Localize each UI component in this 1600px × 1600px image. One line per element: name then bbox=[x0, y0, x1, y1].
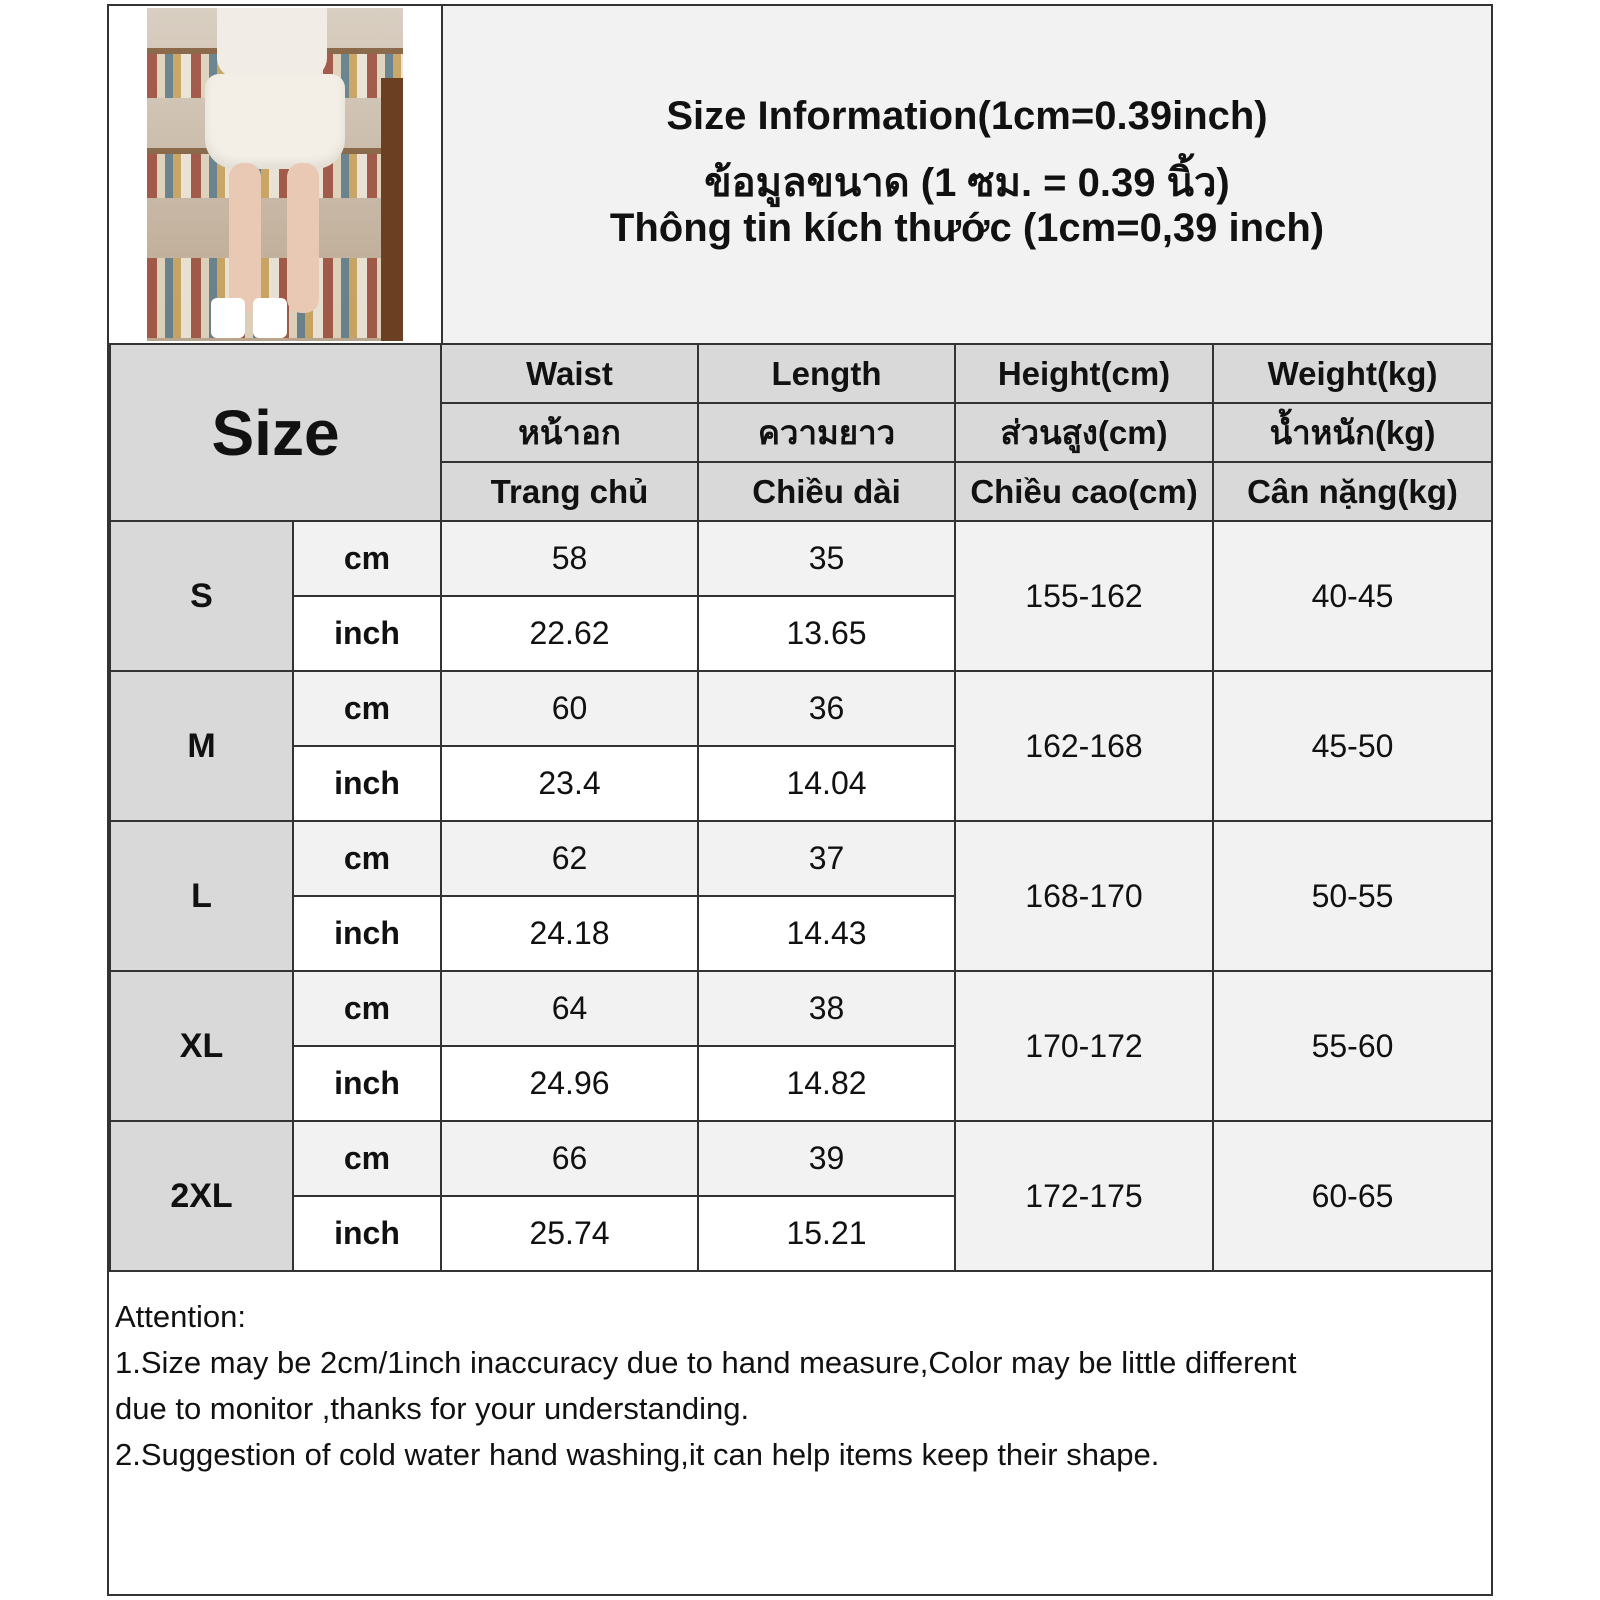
notes-line-1: 1.Size may be 2cm/1inch inaccuracy due to hand measure,Color may be little different bbox=[115, 1345, 1297, 1380]
weight-range: 55-60 bbox=[1213, 971, 1492, 1121]
unit-inch: inch bbox=[293, 596, 441, 671]
col-weight-en: Weight(kg) bbox=[1213, 344, 1492, 403]
size-table bbox=[109, 343, 1493, 1272]
table-row bbox=[110, 1121, 1492, 1196]
waist-cm: 60 bbox=[441, 671, 698, 746]
size-label-m: M bbox=[110, 671, 293, 821]
title-block bbox=[443, 6, 1491, 343]
unit-inch: inch bbox=[293, 1196, 441, 1271]
height-range: 170-172 bbox=[955, 971, 1213, 1121]
waist-inch: 23.4 bbox=[441, 746, 698, 821]
unit-inch: inch bbox=[293, 896, 441, 971]
size-header: Size bbox=[110, 344, 441, 521]
table-row bbox=[110, 671, 1492, 746]
waist-cm: 62 bbox=[441, 821, 698, 896]
size-label-xl: XL bbox=[110, 971, 293, 1121]
height-range: 172-175 bbox=[955, 1121, 1213, 1271]
unit-cm: cm bbox=[293, 521, 441, 596]
weight-range: 40-45 bbox=[1213, 521, 1492, 671]
unit-inch: inch bbox=[293, 746, 441, 821]
length-inch: 15.21 bbox=[698, 1196, 955, 1271]
length-cm: 38 bbox=[698, 971, 955, 1046]
waist-inch: 25.74 bbox=[441, 1196, 698, 1271]
height-range: 168-170 bbox=[955, 821, 1213, 971]
waist-inch: 24.18 bbox=[441, 896, 698, 971]
col-waist-th: หน้าอก bbox=[441, 403, 698, 462]
notes-line-1-cont: due to monitor ,thanks for your understanding. bbox=[115, 1391, 750, 1426]
weight-range: 45-50 bbox=[1213, 671, 1492, 821]
height-range: 155-162 bbox=[955, 521, 1213, 671]
length-cm: 39 bbox=[698, 1121, 955, 1196]
size-label-l: L bbox=[110, 821, 293, 971]
length-inch: 14.43 bbox=[698, 896, 955, 971]
weight-range: 50-55 bbox=[1213, 821, 1492, 971]
table-row bbox=[110, 521, 1492, 596]
unit-inch: inch bbox=[293, 1046, 441, 1121]
col-waist-vi: Trang chủ bbox=[441, 462, 698, 521]
col-weight-vi: Cân nặng(kg) bbox=[1213, 462, 1492, 521]
waist-cm: 66 bbox=[441, 1121, 698, 1196]
product-photo bbox=[147, 8, 403, 341]
col-waist-en: Waist bbox=[441, 344, 698, 403]
unit-cm: cm bbox=[293, 821, 441, 896]
unit-cm: cm bbox=[293, 671, 441, 746]
waist-inch: 24.96 bbox=[441, 1046, 698, 1121]
length-cm: 37 bbox=[698, 821, 955, 896]
waist-cm: 58 bbox=[441, 521, 698, 596]
weight-range: 60-65 bbox=[1213, 1121, 1492, 1271]
height-range: 162-168 bbox=[955, 671, 1213, 821]
length-cm: 36 bbox=[698, 671, 955, 746]
col-height-vi: Chiều cao(cm) bbox=[955, 462, 1213, 521]
notes-line-2: 2.Suggestion of cold water hand washing,it can help items keep their shape. bbox=[115, 1437, 1160, 1472]
notes-heading: Attention: bbox=[115, 1299, 246, 1334]
col-length-en: Length bbox=[698, 344, 955, 403]
title-vietnamese: Thông tin kích thước (1cm=0,39 inch) bbox=[609, 206, 1325, 250]
unit-cm: cm bbox=[293, 971, 441, 1046]
length-inch: 14.82 bbox=[698, 1046, 955, 1121]
waist-inch: 22.62 bbox=[441, 596, 698, 671]
length-inch: 13.65 bbox=[698, 596, 955, 671]
size-label-s: S bbox=[110, 521, 293, 671]
col-length-vi: Chiều dài bbox=[698, 462, 955, 521]
length-inch: 14.04 bbox=[698, 746, 955, 821]
title-english: Size Information(1cm=0.39inch) bbox=[666, 94, 1268, 138]
size-chart-sheet bbox=[107, 4, 1493, 1596]
table-row bbox=[110, 821, 1492, 896]
length-cm: 35 bbox=[698, 521, 955, 596]
header bbox=[109, 6, 1491, 345]
waist-cm: 64 bbox=[441, 971, 698, 1046]
col-length-th: ความยาว bbox=[698, 403, 955, 462]
col-height-en: Height(cm) bbox=[955, 344, 1213, 403]
product-photo-cell bbox=[109, 6, 443, 343]
table-row bbox=[110, 971, 1492, 1046]
attention-notes bbox=[109, 1290, 1491, 1478]
col-height-th: ส่วนสูง(cm) bbox=[955, 403, 1213, 462]
size-label-2xl: 2XL bbox=[110, 1121, 293, 1271]
col-weight-th: น้ำหนัก(kg) bbox=[1213, 403, 1492, 462]
title-thai: ข้อมูลขนาด (1 ซม. = 0.39 นิ้ว) bbox=[704, 161, 1230, 205]
unit-cm: cm bbox=[293, 1121, 441, 1196]
